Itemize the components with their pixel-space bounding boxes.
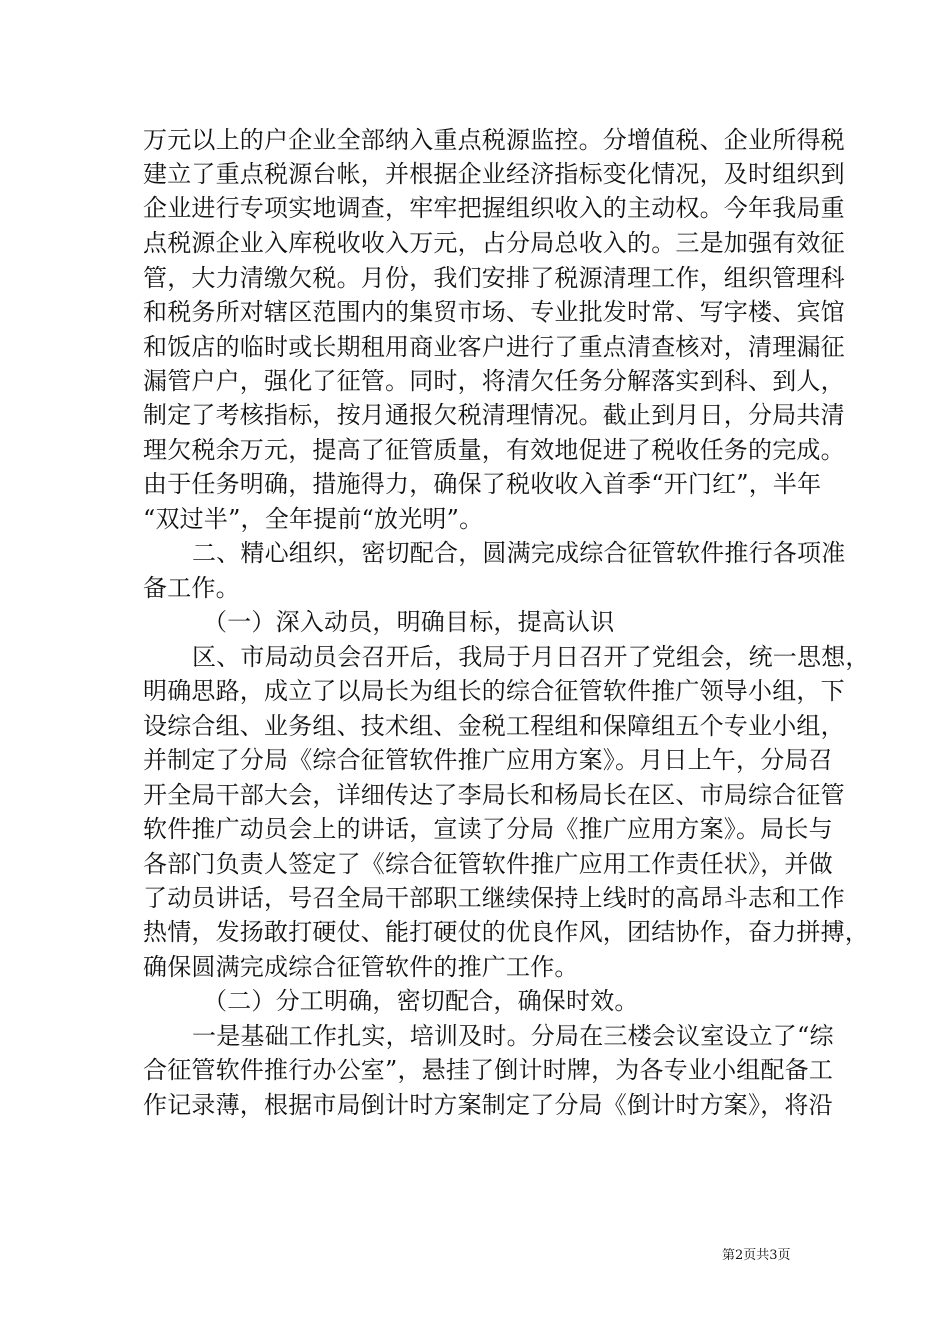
body-line: 理欠税余万元，提高了征管质量，有效地促进了税收任务的完成。 [143, 436, 845, 464]
body-line: 万元以上的户企业全部纳入重点税源监控。分增值税、企业所得税 [143, 126, 845, 154]
body-line: 由于任务明确，措施得力，确保了税收收入首季“开门红”，半年 [143, 470, 822, 498]
section-heading-continued: 备工作。 [143, 574, 240, 602]
body-line: 和税务所对辖区范围内的集贸市场、专业批发时常、写字楼、宾馆 [143, 298, 845, 326]
body-line: 热情，发扬敢打硬仗、能打硬仗的优良作风，团结协作，奋力拼搏， [143, 918, 869, 946]
body-line: 并制定了分局《综合征管软件推广应用方案》。月日上午，分局召 [143, 746, 833, 774]
body-line: 合征管软件推行办公室”，悬挂了倒计时牌，为各专业小组配备工 [143, 1056, 834, 1084]
subsection-heading: （一）深入动员，明确目标，提高认识 [203, 608, 615, 636]
body-line: 设综合组、业务组、技术组、金税工程组和保障组五个专业小组， [143, 712, 845, 740]
body-line: 建立了重点税源台帐，并根据企业经济指标变化情况，及时组织到 [143, 160, 845, 188]
body-line: 确保圆满完成综合征管软件的推广工作。 [143, 953, 579, 981]
body-line: 各部门负责人签定了《综合征管软件推广应用工作责任状》，并做 [143, 850, 833, 878]
body-line: 一是基础工作扎实，培训及时。分局在三楼会议室设立了“综 [192, 1022, 834, 1050]
body-line: “双过半”，全年提前“放光明”。 [143, 505, 484, 533]
page-number: 第2页共3页 [722, 1248, 791, 1263]
body-line: 制定了考核指标，按月通报欠税清理情况。截止到月日，分局共清 [143, 401, 845, 429]
body-line: 点税源企业入库税收收入万元，占分局总收入的。三是加强有效征 [143, 229, 845, 257]
body-line: 漏管户户，强化了征管。同时，将清欠任务分解落实到科、到人， [143, 367, 845, 395]
body-line: 管，大力清缴欠税。月份，我们安排了税源清理工作，组织管理科 [143, 264, 845, 292]
body-line: 明确思路，成立了以局长为组长的综合征管软件推广领导小组，下 [143, 677, 845, 705]
body-line: 作记录薄，根据市局倒计时方案制定了分局《倒计时方案》，将沿 [143, 1091, 833, 1119]
body-line: 和饭店的临时或长期租用商业客户进行了重点清查核对，清理漏征 [143, 333, 845, 361]
body-line: 软件推广动员会上的讲话，宣读了分局《推广应用方案》。局长与 [143, 815, 833, 843]
body-line: 区、市局动员会召开后，我局于月日召开了党组会，统一思想， [192, 643, 870, 671]
subsection-heading: （二）分工明确，密切配合，确保时效。 [203, 987, 639, 1015]
body-line: 开全局干部大会，详细传达了李局长和杨局长在区、市局综合征管 [143, 781, 845, 809]
body-line: 企业进行专项实地调查，牢牢把握组织收入的主动权。今年我局重 [143, 194, 845, 222]
body-line: 了动员讲话，号召全局干部职工继续保持上线时的高昂斗志和工作 [143, 884, 845, 912]
section-heading: 二、精心组织，密切配合，圆满完成综合征管软件推行各项准 [192, 539, 846, 567]
